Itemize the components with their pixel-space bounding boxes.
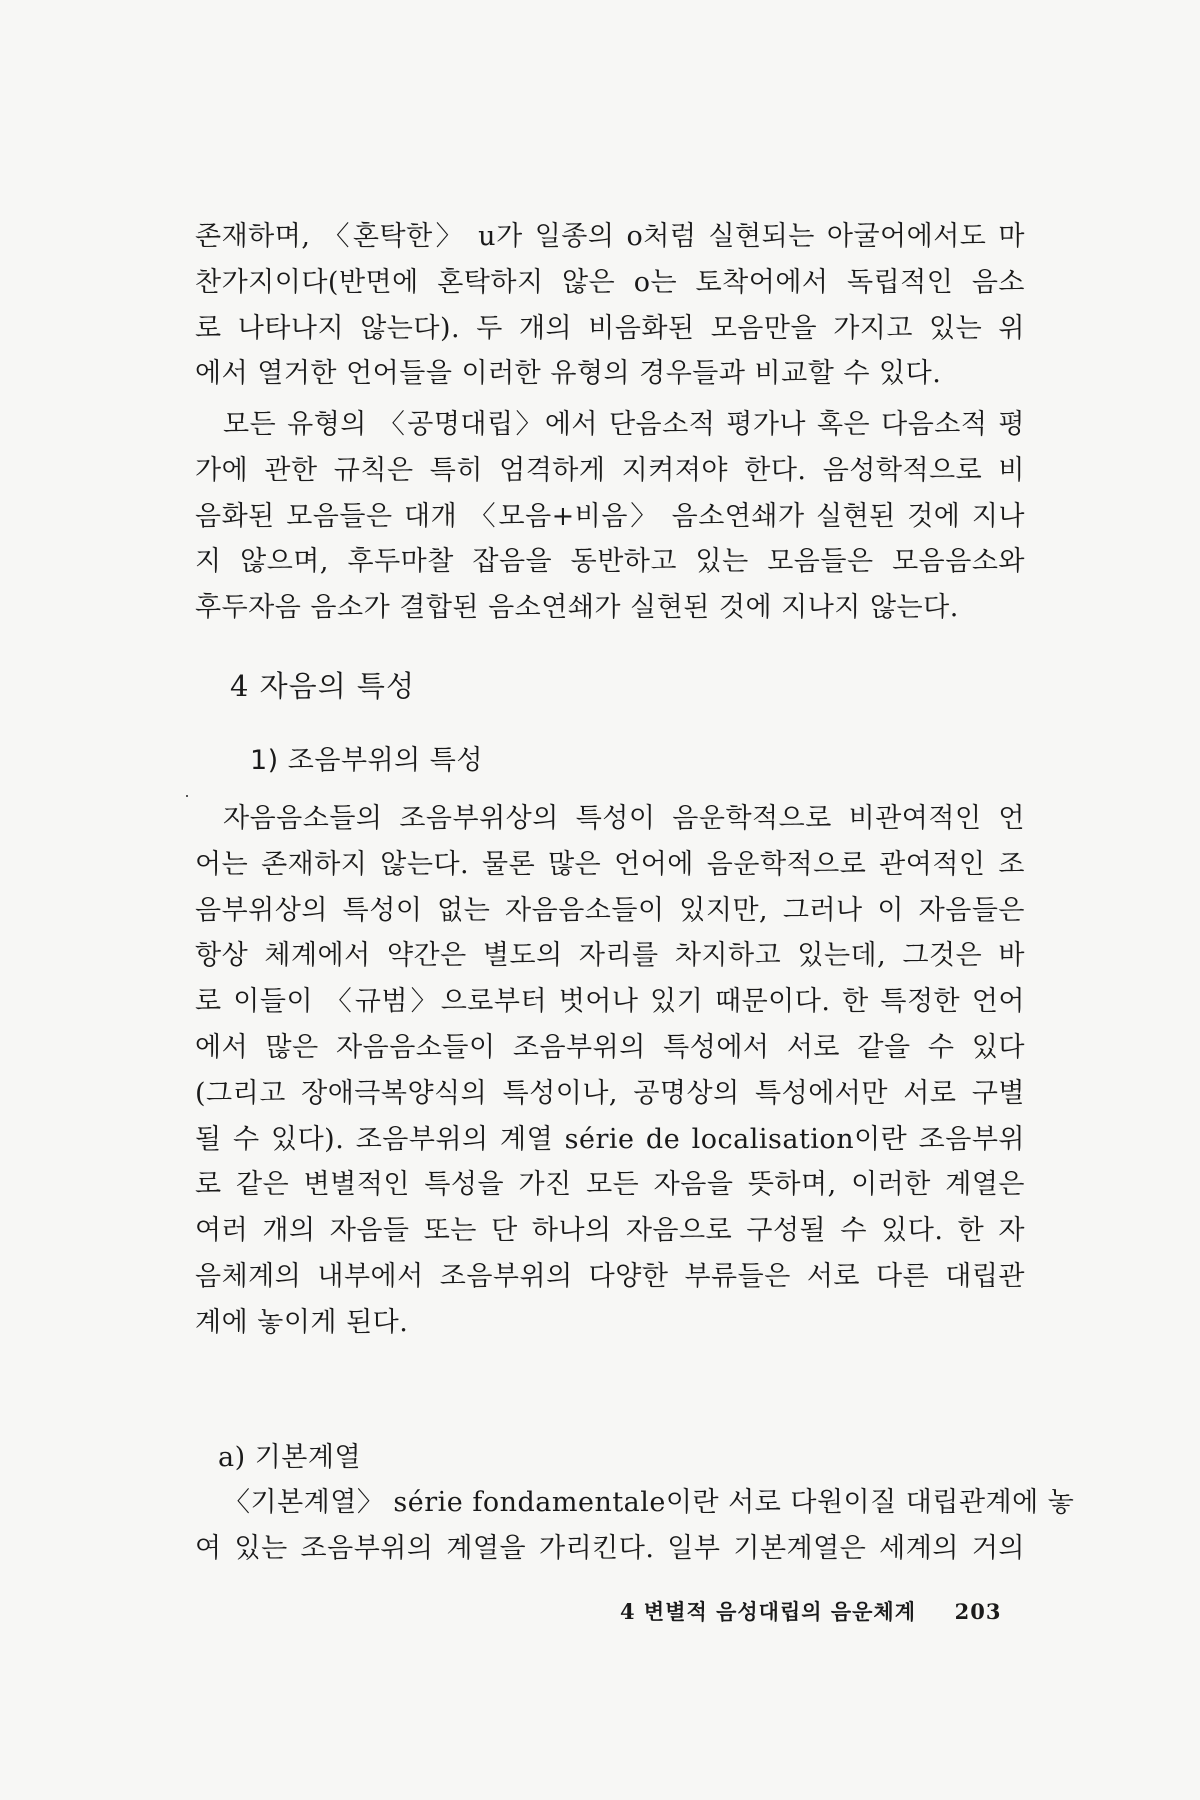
paragraph-3 bbox=[195, 796, 1025, 1346]
text-line: 모든 유형의 〈공명대립〉에서 단음소적 평가나 혹은 다음소적 평 bbox=[223, 409, 1025, 440]
text-line: (그리고 장애극복양식의 특성이나, 공명상의 특성에서만 서로 구별 bbox=[195, 1077, 1025, 1109]
text-line: 지 않으며, 후두마찰 잡음을 동반하고 있는 모음들은 모음음소와 bbox=[195, 546, 1025, 578]
text-line: 후두자음 음소가 결합된 음소연쇄가 실현된 것에 지나지 않는다. bbox=[195, 592, 959, 624]
section-heading: 4 자음의 특성 bbox=[230, 669, 415, 703]
text-line: 어는 존재하지 않는다. 물론 많은 언어에 음운학적으로 관여적인 조 bbox=[195, 848, 1025, 880]
text-line: 에서 열거한 언어들을 이러한 유형의 경우들과 비교할 수 있다. bbox=[195, 358, 942, 390]
text-line: 음부위상의 특성이 없는 자음음소들이 있지만, 그러나 이 자음들은 bbox=[195, 894, 1025, 926]
page-number: 203 bbox=[954, 1599, 1002, 1624]
text-line: 찬가지이다(반면에 혼탁하지 않은 o는 토착어에서 독립적인 음소 bbox=[195, 266, 1025, 298]
text-line: 〈기본계열〉 série fondamentale이란 서로 다원이질 대립관계에 놓 bbox=[223, 1487, 1075, 1518]
text-line: 항상 체계에서 약간은 별도의 자리를 차지하고 있는데, 그것은 바 bbox=[195, 940, 1025, 972]
scan-speck bbox=[186, 795, 188, 797]
text-line: 로 나타나지 않는다). 두 개의 비음화된 모음만을 가지고 있는 위 bbox=[195, 312, 1025, 344]
running-head: 4 변별적 음성대립의 음운체계 bbox=[620, 1599, 916, 1624]
text-line: 로 이들이 〈규범〉으로부터 벗어나 있기 때문이다. 한 특정한 언어 bbox=[195, 986, 1025, 1018]
text-line: 계에 놓이게 된다. bbox=[195, 1306, 409, 1338]
text-line: 가에 관한 규칙은 특히 엄격하게 지켜져야 한다. 음성학적으로 비 bbox=[195, 454, 1025, 486]
text-line: 될 수 있다). 조음부위의 계열 série de localisation이란 조음부위 bbox=[195, 1123, 1025, 1155]
text-line: 로 같은 변별적인 특성을 가진 모든 자음을 뜻하며, 이러한 계열은 bbox=[195, 1169, 1025, 1201]
text-line: 에서 많은 자음음소들이 조음부위의 특성에서 서로 같을 수 있다 bbox=[195, 1031, 1025, 1063]
page-footer bbox=[620, 1596, 1001, 1626]
text-line: 음체계의 내부에서 조음부위의 다양한 부류들은 서로 다른 대립관 bbox=[195, 1260, 1025, 1292]
subsubsection-heading: a) 기본계열 bbox=[218, 1442, 362, 1473]
text-line: 자음음소들의 조음부위상의 특성이 음운학적으로 비관여적인 언 bbox=[223, 803, 1025, 834]
paragraph-2 bbox=[195, 402, 1025, 631]
paragraph-4 bbox=[195, 1480, 1075, 1572]
text-line: 존재하며, 〈혼탁한〉 u가 일종의 o처럼 실현되는 아굴어에서도 마 bbox=[195, 221, 1025, 252]
subsection-heading: 1) 조음부위의 특성 bbox=[250, 745, 483, 776]
text-line: 여러 개의 자음들 또는 단 하나의 자음으로 구성될 수 있다. 한 자 bbox=[195, 1215, 1025, 1247]
paragraph-1 bbox=[195, 214, 1025, 397]
text-line: 여 있는 조음부위의 계열을 가리킨다. 일부 기본계열은 세계의 거의 bbox=[195, 1532, 1025, 1564]
text-line: 음화된 모음들은 대개 〈모음+비음〉 음소연쇄가 실현된 것에 지나 bbox=[195, 500, 1025, 532]
